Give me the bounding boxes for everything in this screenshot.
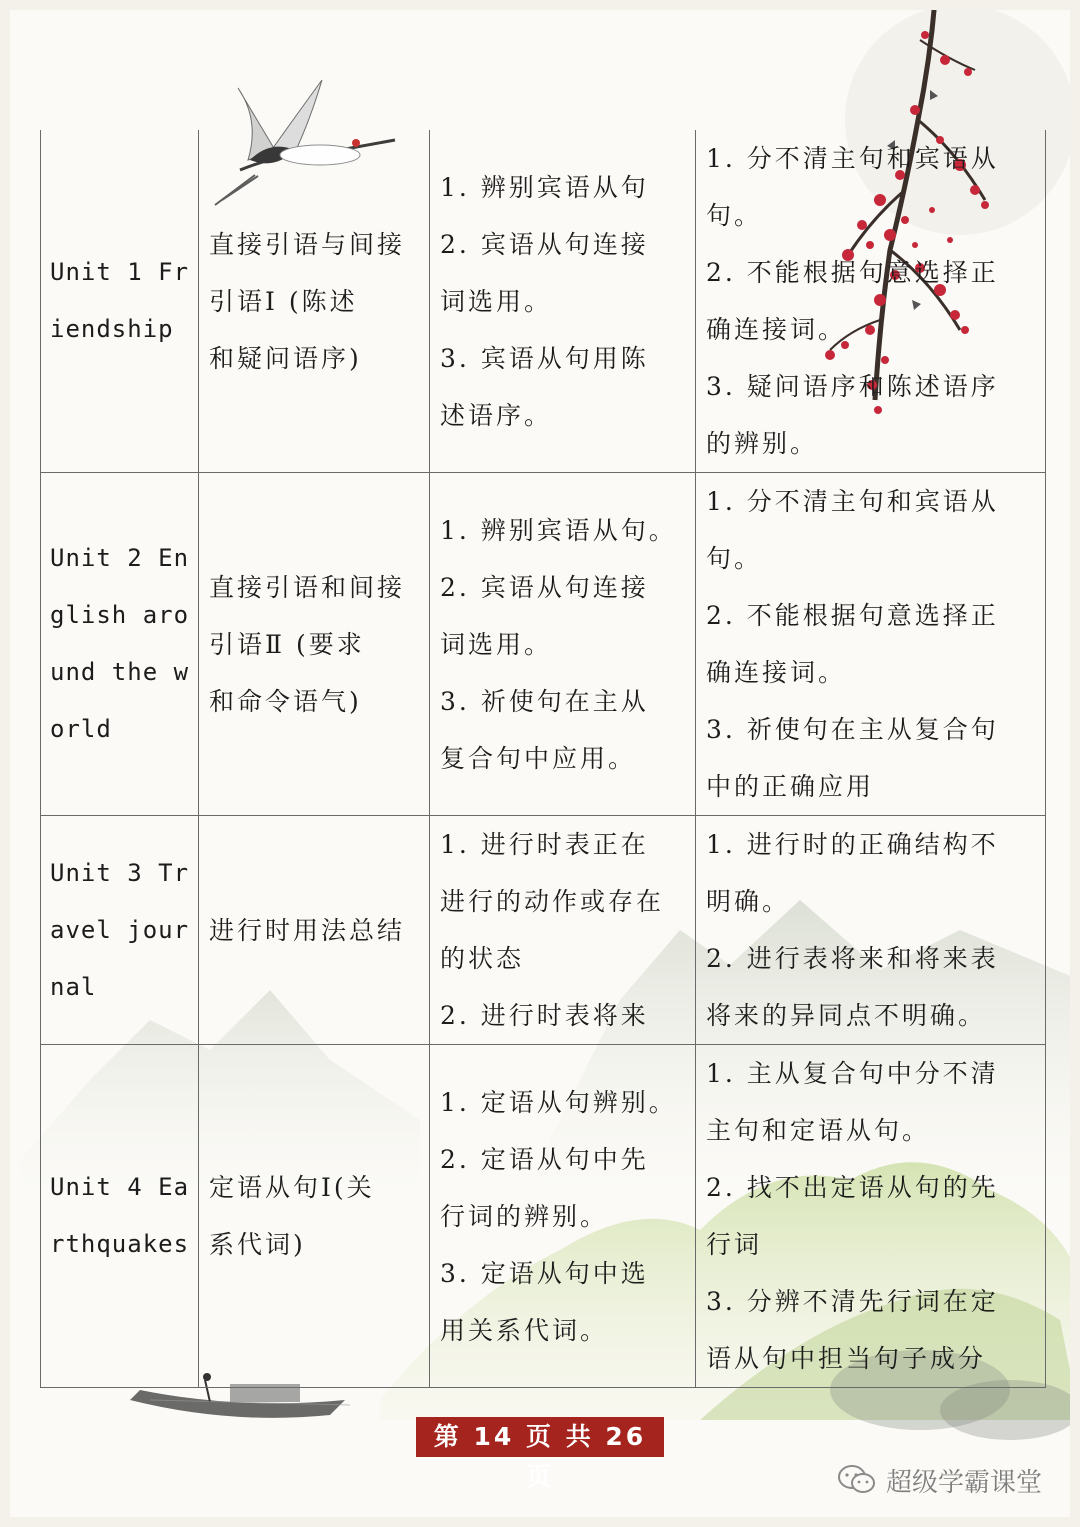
cell-line: 主句和定语从句。 [706,1116,931,1145]
cell-line: 1. 分不清主句和宾语从 [706,487,999,516]
cell-line: 1. 辨别宾语从句 [440,172,649,202]
cell-line: 2. 宾语从句连接 [440,229,649,259]
cell-line: Unit 3 Tr [50,858,190,887]
cell-line: 中的正确应用 [706,772,875,801]
cell-line: 1. 进行时表正在 [440,830,649,859]
common-errors-cell [696,816,1046,1045]
cell-line: avel jour [50,915,190,944]
cell-line: 述语序。 [440,400,553,430]
cell-line: 1. 分不清主句和宾语从 [706,144,999,173]
cell-line: 进行的动作或存在 [440,887,665,916]
cell-line: 用关系代词。 [440,1315,609,1345]
cell-line: 词选用。 [440,629,553,659]
table-row [41,130,1046,473]
cell-line: 1. 进行时的正确结构不 [706,830,999,859]
key-points-cell [430,130,696,473]
cell-line: und the w [50,658,190,686]
table-row [41,816,1046,1045]
grammar-table-body [41,130,1046,1388]
cell-line: 2. 进行时表将来 [440,1001,649,1030]
cell-line: 直接引语和间接 [209,572,406,602]
key-points-cell [430,816,696,1045]
cell-line: 引语Ⅰ (陈述 [209,286,358,316]
cell-line: 定语从句Ⅰ(关 [209,1173,375,1202]
page-number-badge: 第 14 页 共 26 页 [416,1417,664,1457]
cell-line: orld [50,715,112,743]
cell-line: 3. 疑问语序和陈述语序 [706,372,999,401]
cell-line: 的状态 [440,944,525,973]
common-errors-cell [696,1045,1046,1388]
cell-line: 词选用。 [440,286,553,316]
table-row [41,473,1046,816]
cell-line: 明确。 [706,887,791,916]
common-errors-cell [696,130,1046,473]
cell-line: 1. 主从复合句中分不清 [706,1059,999,1088]
cell-line: 将来的异同点不明确。 [706,1001,987,1030]
cell-line: 行词 [706,1230,763,1259]
unit-cell [41,473,199,816]
cell-line: 2. 不能根据句意选择正 [706,258,999,287]
cell-line: 2. 定语从句中先 [440,1144,649,1174]
cell-line: iendship [50,315,174,343]
common-errors-cell [696,473,1046,816]
cell-line: 2. 进行表将来和将来表 [706,944,999,973]
unit-cell [41,816,199,1045]
cell-line: 句。 [706,544,763,573]
topic-cell [199,816,430,1045]
key-points-cell [430,473,696,816]
cell-line: 1. 定语从句辨别。 [440,1087,677,1117]
cell-line: 确连接词。 [706,658,847,687]
cell-line: 句。 [706,201,763,230]
cell-line: Unit 2 En [50,544,190,572]
wechat-icon [838,1464,876,1496]
unit-cell [41,1045,199,1388]
cell-line: 和疑问语序) [209,343,362,373]
topic-cell [199,1045,430,1388]
cell-line: 进行时用法总结 [209,915,406,945]
key-points-cell [430,1045,696,1388]
cell-line: 3. 祈使句在主从复合句 [706,715,999,744]
cell-line: 的辨别。 [706,429,819,458]
cell-line: 2. 宾语从句连接 [440,572,649,602]
cell-line: 行词的辨别。 [440,1201,609,1231]
unit-cell [41,130,199,473]
cell-line: 3. 定语从句中选 [440,1258,649,1288]
cell-line: 3. 分辨不清先行词在定 [706,1287,999,1316]
cell-line: 3. 宾语从句用陈 [440,343,649,373]
topic-cell [199,130,430,473]
cell-line: Unit 1 Fr [50,258,190,286]
wechat-brand [838,1458,1042,1502]
cell-line: 引语Ⅱ (要求 [209,629,365,659]
cell-line: 系代词) [209,1230,306,1259]
cell-line: 直接引语与间接 [209,229,406,259]
cell-line: 语从句中担当句子成分 [706,1344,987,1373]
cell-line: 3. 祈使句在主从 [440,686,649,716]
cell-line: Unit 4 Ea [50,1173,190,1201]
cell-line: 确连接词。 [706,315,847,344]
cell-line: 复合句中应用。 [440,743,637,773]
cell-line: nal [50,972,97,1001]
cell-line: glish aro [50,601,190,629]
cell-line: 2. 不能根据句意选择正 [706,601,999,630]
cell-line: 2. 找不出定语从句的先 [706,1173,999,1202]
cell-line: rthquakes [50,1230,190,1258]
brand-name: 超级学霸课堂 [886,1467,1043,1498]
cell-line: 和命令语气) [209,686,362,716]
cell-line: 1. 辨别宾语从句。 [440,515,677,545]
grammar-table [40,130,1046,1388]
topic-cell [199,473,430,816]
table-row [41,1045,1046,1388]
